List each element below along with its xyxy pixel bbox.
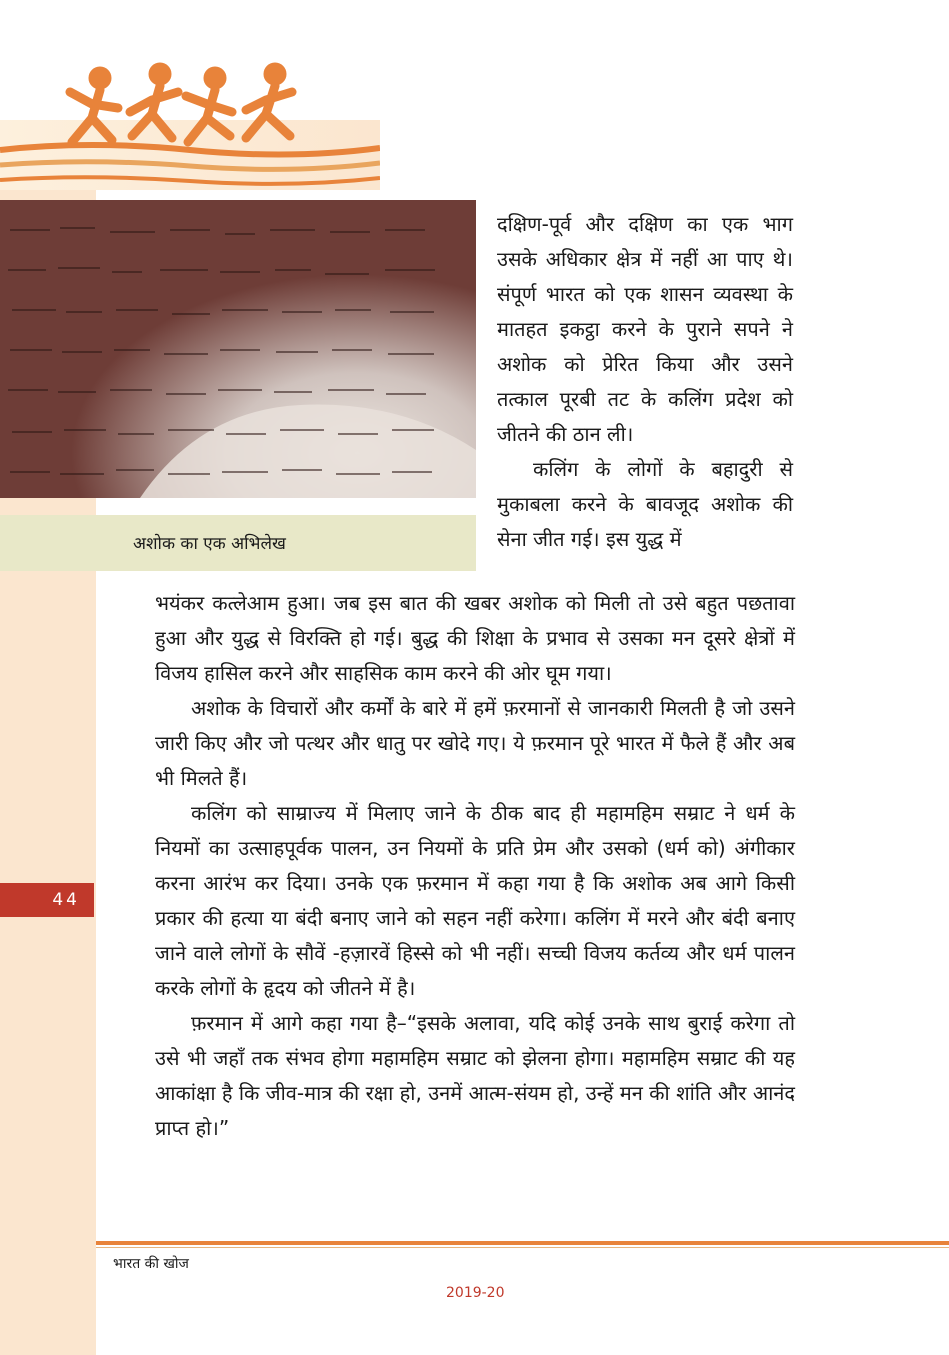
rock-inscription-photo: [0, 200, 476, 498]
side-paragraph-2: कलिंग के लोगों के बहादुरी से मुकाबला करने के बावजूद अशोक की सेना जीत गई। इस युद्ध में: [497, 457, 793, 551]
footer-year: 2019-20: [446, 1285, 505, 1301]
main-paragraph-4: फ़रमान में आगे कहा गया है–“इसके अलावा, यदि कोई उनके साथ बुराई करेगा तो उसे भी जहाँ तक संभव होगा महामहिम सम्राट को झेलना होगा। महामहिम सम्राट की यह आकांक्षा है कि जीव-मात्र की रक्षा हो, उनमें आत्म-संयम हो, उन्हें मन की शांति और आनंद प्राप्त हो।”: [155, 1011, 795, 1140]
header-running-figures-icon: [0, 0, 380, 190]
main-body-text: [155, 586, 795, 1146]
figure-caption: अशोक का एक अभिलेख: [133, 534, 286, 554]
main-paragraph-2: अशोक के विचारों और कर्मों के बारे में हमें फ़रमानों से जानकारी मिलती है जो उसने जारी किए और जो पत्थर और धातु पर खोदे गए। ये फ़रमान पूरे भारत में फैले हैं और अब भी मिलते हैं।: [155, 696, 795, 790]
footer-book-title: भारत की खोज: [113, 1256, 189, 1272]
footer-rule-thin: [96, 1247, 949, 1248]
side-column-text: [497, 207, 793, 557]
footer-rule: [96, 1241, 949, 1245]
page-number-badge: 44: [0, 883, 94, 917]
main-paragraph-3: कलिंग को साम्राज्य में मिलाए जाने के ठीक बाद ही महामहिम सम्राट ने धर्म के नियमों का उत्साहपूर्वक पालन, उन नियमों के प्रति प्रेम और उसको (धर्म को) अंगीकार करना आरंभ कर दिया। उनके एक फ़रमान में कहा गया है कि अशोक अब आगे किसी प्रकार की हत्या या बंदी बनाए जाने को सहन नहीं करेगा। कलिंग में मरने और बंदी बनाए जाने वाले लोगों के सौवें -हज़ारवें हिस्से को भी नहीं। सच्ची विजय कर्तव्य और धर्म पालन करके लोगों के हृदय को जीतने में है।: [155, 801, 795, 1000]
main-paragraph-1: भयंकर कत्लेआम हुआ। जब इस बात की खबर अशोक को मिली तो उसे बहुत पछतावा हुआ और युद्ध से विरक्ति हो गई। बुद्ध की शिक्षा के प्रभाव से उसका मन दूसरे क्षेत्रों में विजय हासिल करने और साहसिक काम करने की ओर घूम गया।: [155, 591, 795, 685]
side-paragraph-1: दक्षिण-पूर्व और दक्षिण का एक भाग उसके अधिकार क्षेत्र में नहीं आ पाए थे। संपूर्ण भारत को एक शासन व्यवस्था के मातहत इकट्ठा करने के पुराने सपने ने अशोक को प्रेरित किया और उसने तत्काल पूरबी तट के कलिंग प्रदेश को जीतने की ठान ली।: [497, 212, 793, 446]
